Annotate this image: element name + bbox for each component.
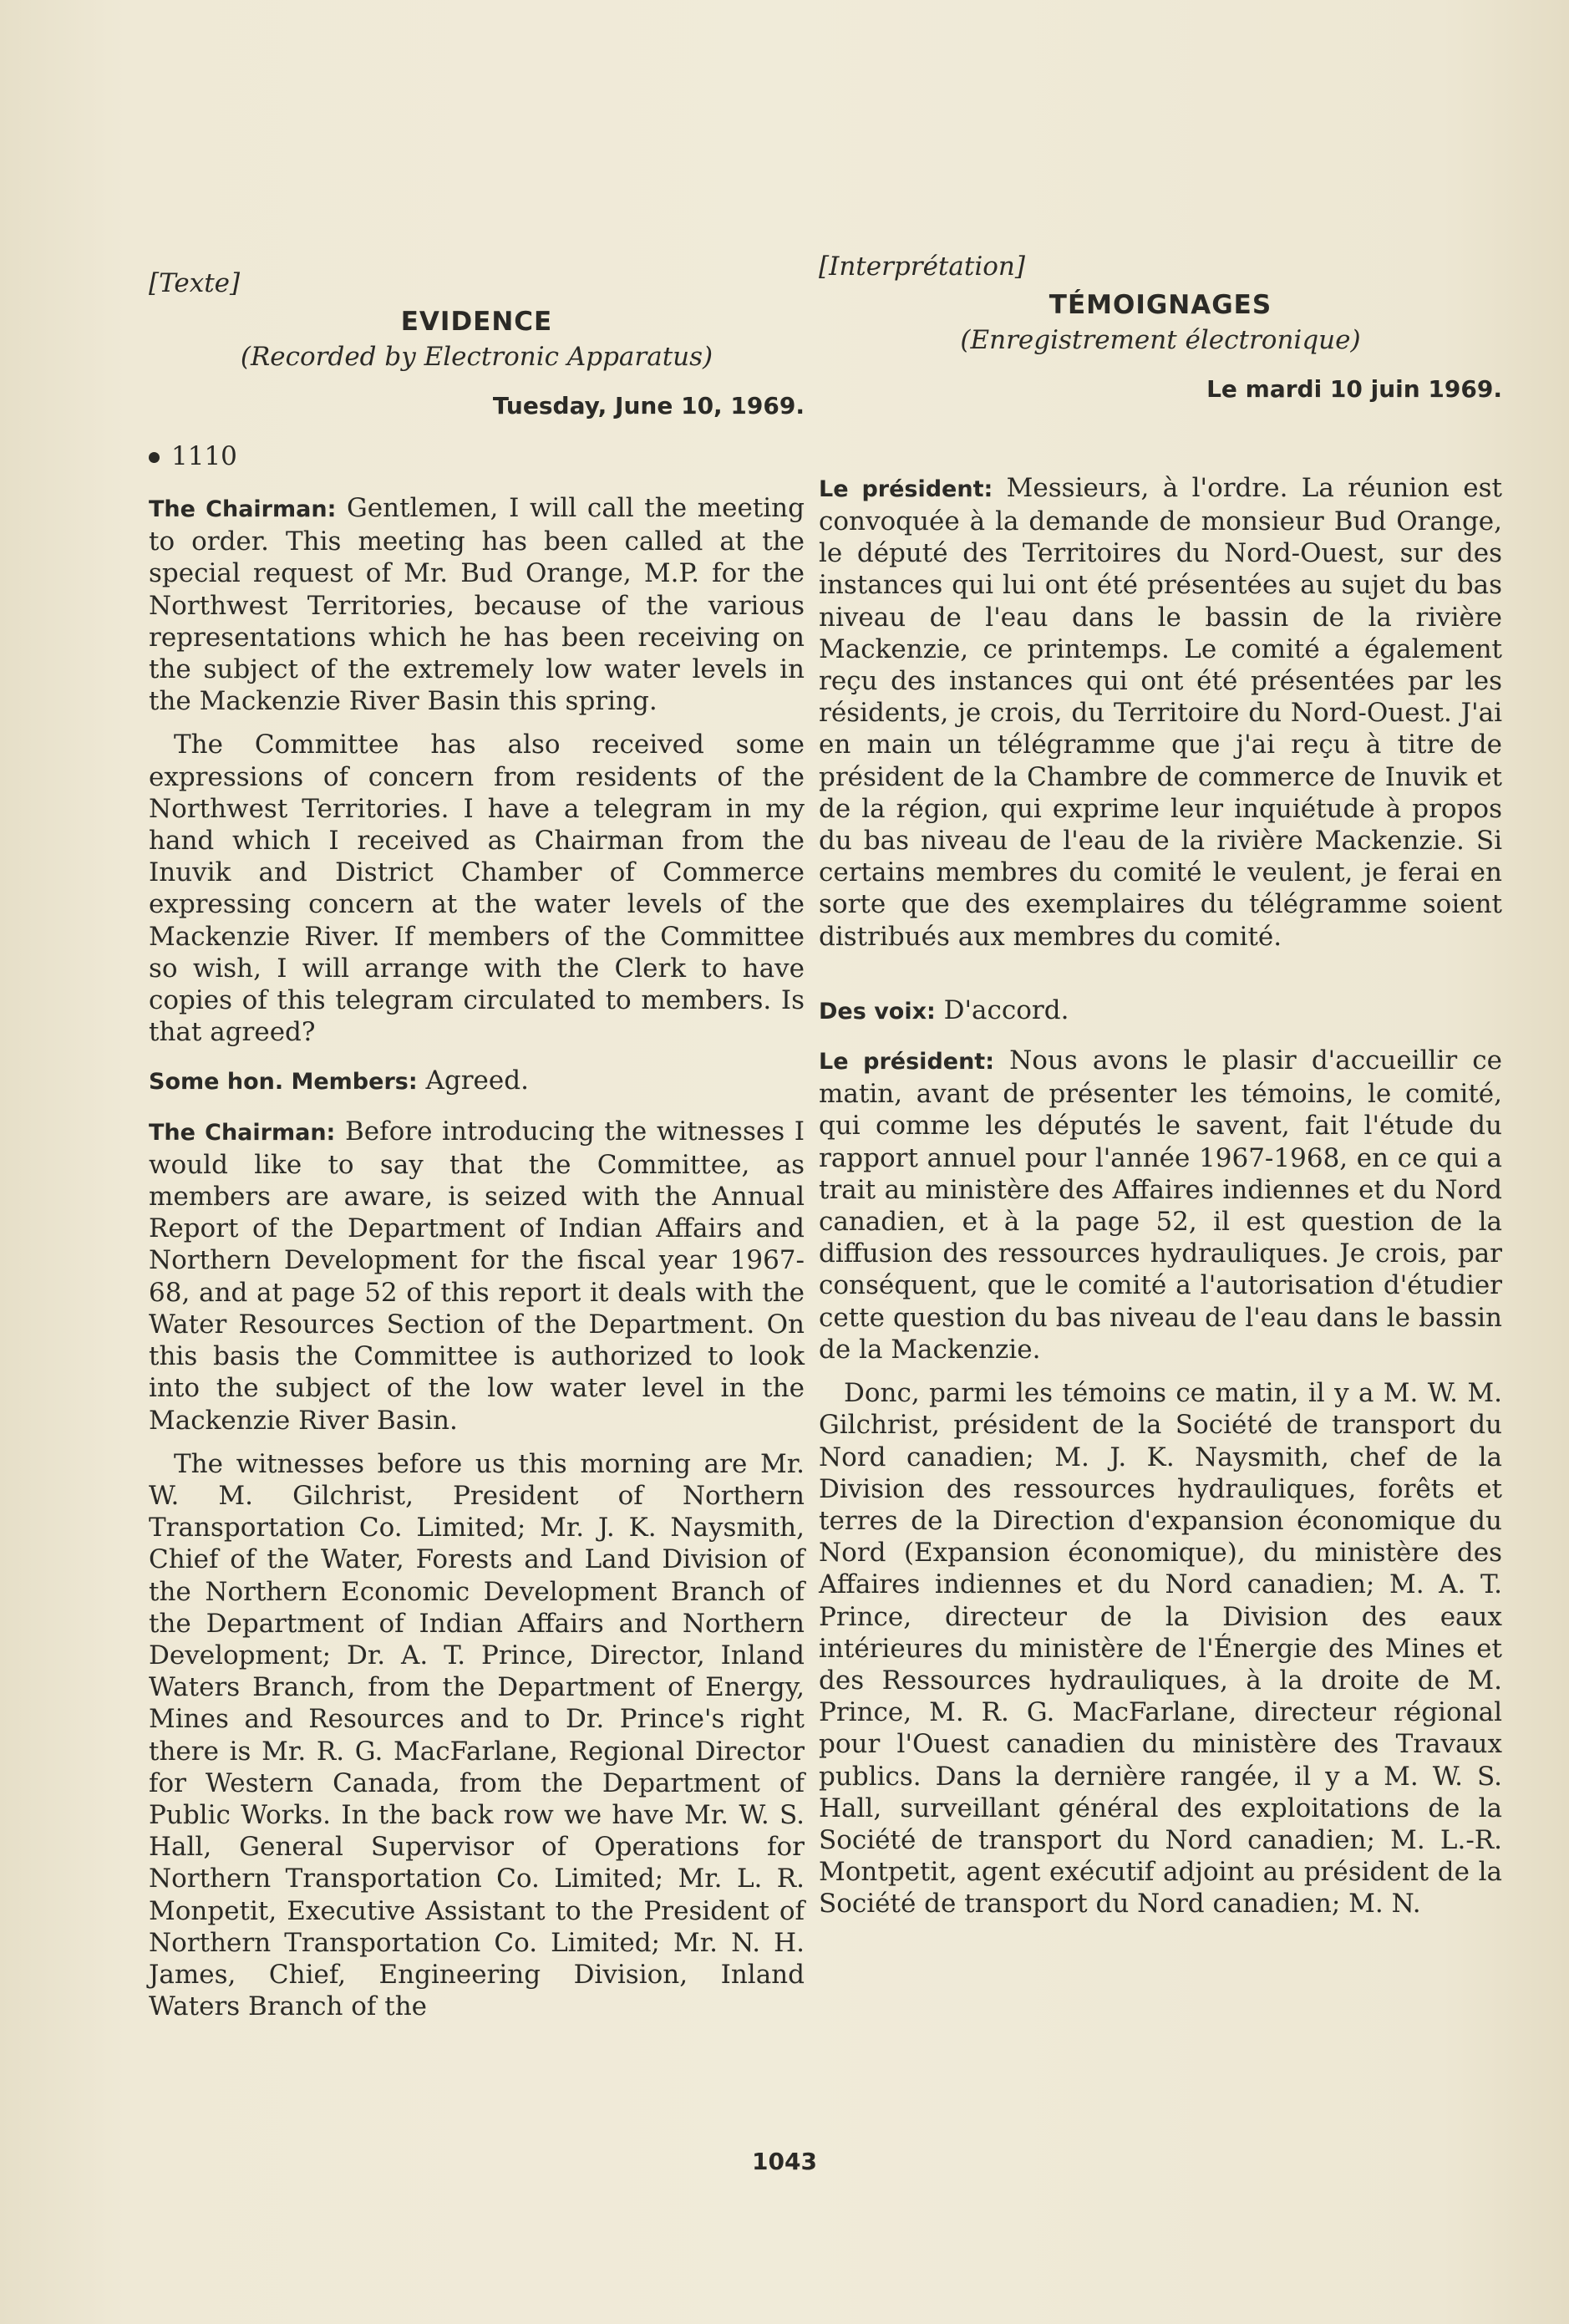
paragraph-daccord	[819, 994, 1502, 1028]
paragraph-text: Gentlemen, I will call the meeting to order. This meeting has been called at the special request of Mr. Bud Orange, M.P. for the Northwest Territories, because of the various representations which he has been receiving on the subject of the extremely low water levels in the Mackenzie River Basin this spring.	[149, 493, 805, 717]
paragraph-text: Agreed.	[417, 1065, 529, 1096]
evidence-title: EVIDENCE	[400, 307, 553, 338]
paragraph-text: Nous avons le plasir d'accueillir ce matin, avant de présenter les témoins, le comité, qui comme les députés le savent, fait l'étude du rapport annuel pour l'année 1967-1968, en ce qui a trait au ministère des Affaires indiennes et du Nord canadien, et à la page 52, il est question de la diffusion des ressources hydrauliques. Je crois, par conséquent, que le comité a l'autorisation d'étudier cette question du bas niveau de l'eau dans le bassin de la Mackenzie.	[819, 1045, 1503, 1365]
speaker-label: Des voix:	[819, 998, 936, 1025]
speaker-label: The Chairman:	[149, 1119, 336, 1146]
speaker-label: Le président:	[819, 475, 993, 502]
temoignages-date: Le mardi 10 juin 1969.	[1206, 374, 1502, 403]
time-label: 1110	[171, 440, 237, 471]
section-tag-english: [Texte]	[149, 268, 241, 298]
time-marker	[149, 440, 805, 472]
paragraph-agreed	[149, 1065, 805, 1098]
evidence-date: Tuesday, June 10, 1969.	[492, 391, 805, 420]
speaker-label: Le président:	[819, 1049, 995, 1076]
paragraph-text: Before introducing the witnesses I would like to say that the Committee, as members are aware, is seized with the Annual Report of the Department of Indian Affairs and Northern Development for the fiscal year 1967-68, and at page 52 of this report it deals with the Water Resources Section of the Department. On this basis the Committee is authorized to look into the subject of the low water level in the Mackenzie River Basin.	[149, 1116, 805, 1436]
temoignages-title: TÉMOIGNAGES	[1049, 290, 1272, 321]
french-column	[819, 251, 1502, 1932]
paragraph-president-opening	[819, 472, 1502, 953]
paragraph-president-intro	[819, 1045, 1502, 1365]
english-column	[149, 251, 805, 2034]
paragraph-temoins: Donc, parmi les témoins ce matin, il y a M. W. M. Gilchrist, président de la Société de transport du Nord canadien; M. J. K. Naysmith, chef de la Division des ressources hydrauliques, forêts et terres de la Direction d'expansion économique du Nord (Expansion économique), du ministère des Affaires indiennes et du Nord canadien; M. A. T. Prince, directeur de la Division des eaux intérieures du ministère de l'Énergie des Mines et des Ressources hydrauliques, à la droite de M. Prince, M. R. G. MacFarlane, directeur régional pour l'Ouest canadien du ministère des Travaux publics. Dans la dernière rangée, il y a M. W. S. Hall, surveillant général des exploitations de la Société de transport du Nord canadien; M. L.-R. Montpetit, agent exécutif adjoint au président de la Société de transport du Nord canadien; M. N.	[819, 1378, 1502, 1920]
paragraph-chairman-intro	[149, 1116, 805, 1437]
paragraph-witnesses: The witnesses before us this morning are Mr. W. M. Gilchrist, President of Northern Transportation Co. Limited; Mr. J. K. Naysmith, Chief of the Water, Forests and Land Division of the Northern Economic Development Branch of the Department of Indian Affairs and Northern Development; Dr. A. T. Prince, Director, Inland Waters Branch, from the Department of Energy, Mines and Resources and to Dr. Prince's right there is Mr. R. G. MacFarlane, Regional Director for Western Canada, from the Department of Public Works. In the back row we have Mr. W. S. Hall, General Supervisor of Operations for Northern Transportation Co. Limited; Mr. L. R. Monpetit, Executive Assistant to the President of Northern Transportation Co. Limited; Mr. N. H. James, Chief, Engineering Division, Inland Waters Branch of the	[149, 1448, 805, 2022]
section-tag-french: [Interprétation]	[819, 252, 1025, 282]
temoignages-subtitle: (Enregistrement électronique)	[960, 325, 1361, 356]
paragraph-text: Messieurs, à l'ordre. La réunion est convoquée à la demande de monsieur Bud Orange, le député des Territoires du Nord-Ouest, sur des instances qui lui ont été présentées au sujet du bas niveau de l'eau dans le bassin de la rivière Mackenzie, ce printemps. Le comité a également reçu des instances qui ont été présentées par les résidents, je crois, du Territoire du Nord-Ouest. J'ai en main un télégramme que j'ai reçu à titre de président de la Chambre de commerce de Inuvik et de la région, qui exprime leur inquiétude à propos du bas niveau de l'eau de la rivière Mackenzie. Si certains membres du comité le veulent, je ferai en sorte que des exemplaires du télégramme soient distribués aux membres du comité.	[819, 472, 1502, 952]
speaker-label: Some hon. Members:	[149, 1069, 418, 1096]
speaker-label: The Chairman:	[149, 496, 337, 523]
evidence-subtitle: (Recorded by Electronic Apparatus)	[240, 342, 713, 373]
page-number: 1043	[752, 2148, 817, 2175]
paragraph-committee-concern: The Committee has also received some expressions of concern from residents of the Northwest Territories. I have a telegram in my hand which I received as Chairman from the Inuvik and District Chamber of Commerce expressing concern at the water levels of the Mackenzie River. If members of the Committee so wish, I will arrange with the Clerk to have copies of this telegram circulated to members. Is that agreed?	[149, 730, 805, 1048]
paragraph-chairman-opening	[149, 492, 805, 717]
bullet-icon	[149, 452, 160, 463]
paragraph-text: D'accord.	[935, 994, 1069, 1025]
